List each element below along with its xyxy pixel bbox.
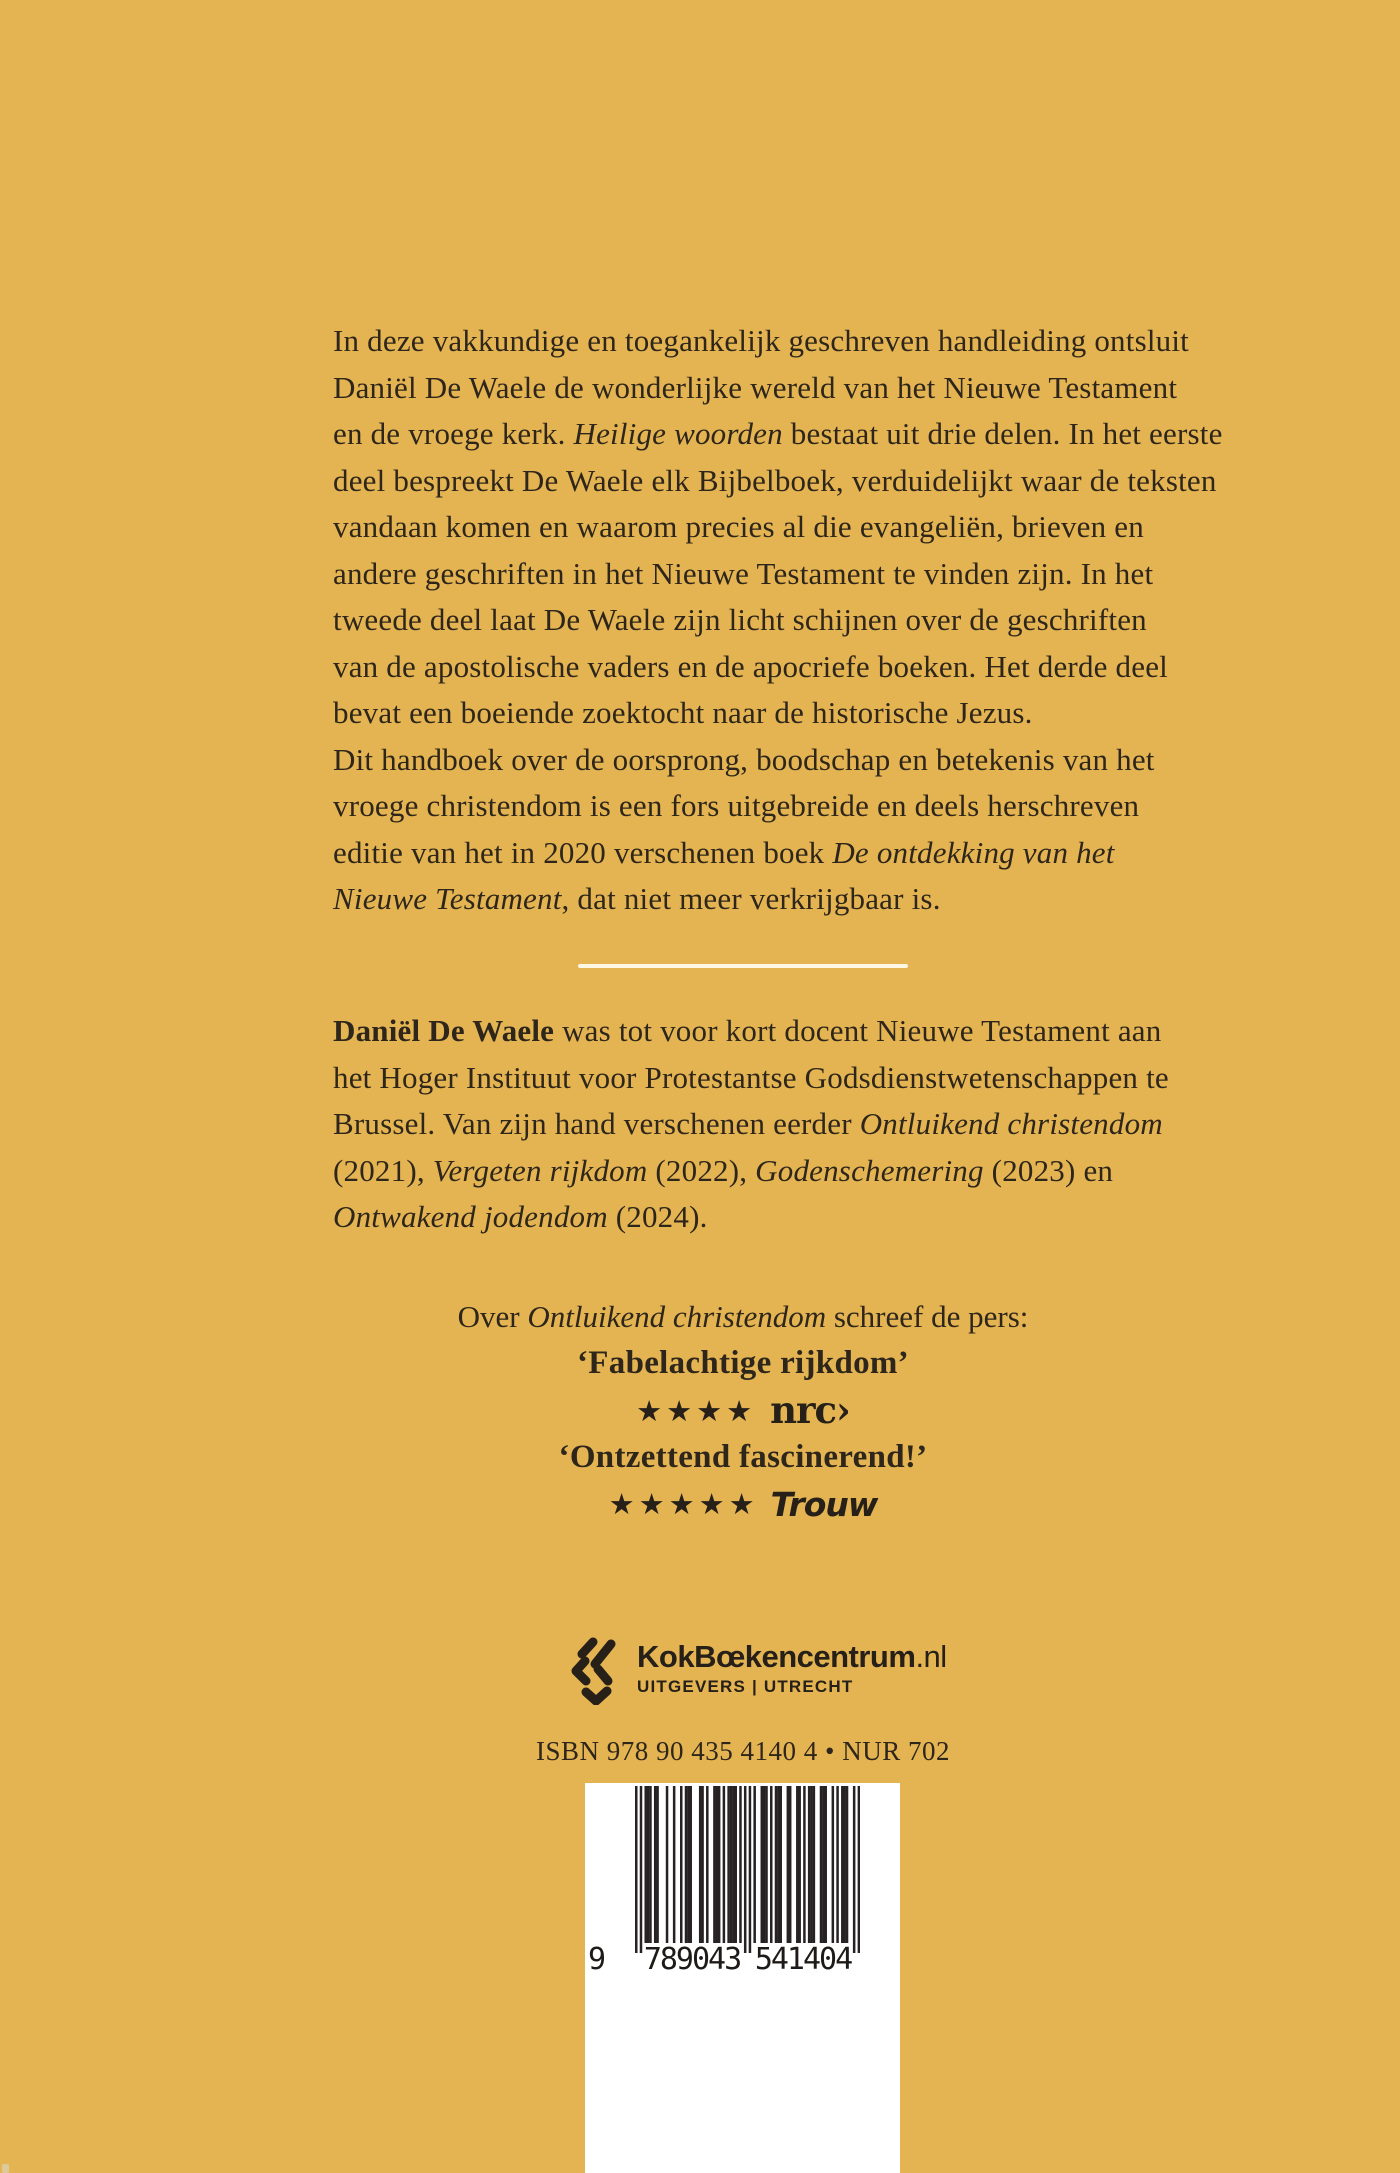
press-quotes-section	[333, 1293, 1153, 1528]
isbn-text: ISBN 978 90 435 4140 4 • NUR 702	[536, 1736, 950, 1766]
nrc-logo: nrc›	[770, 1388, 850, 1432]
barcode-panel	[585, 1783, 900, 2173]
press-rating-trouw	[333, 1481, 1153, 1528]
section-divider	[578, 964, 908, 968]
synopsis-paragraph: In deze vakkundige en toegankelijk geschreven handleiding ontsluit Daniël De Waele de wonderlijke wereld van het Nieuwe Testament en de vroege kerk. Heilige woorden bestaat uit drie delen. In het eerste deel bespreekt De Waele elk Bijbelboek, verduidelijkt waar de teksten vandaan komen en waarom precies al die evangeliën, brieven en andere geschriften in het Nieuwe Testament te vinden zijn. In het tweede deel laat De Waele zijn licht schijnen over de geschriften van de apostolische vaders en de apocriefe boeken. Het derde deel bevat een boeiende zoektocht naar de historische Jezus. Dit handboek over de oorsprong, boodschap en betekenis van het vroege christendom is een fors uitgebreide en deels herschreven editie van het in 2020 verschenen boek De ontdekking van het Nieuwe Testament, dat niet meer verkrijgbaar is.	[333, 323, 1223, 916]
asterisk-mark-icon	[571, 1635, 621, 1705]
star-rating-icon: ★★★★★	[608, 1487, 759, 1521]
press-quote-nrc: ‘Fabelachtige rijkdom’	[577, 1345, 909, 1381]
press-rating-nrc	[333, 1387, 1153, 1434]
publisher-name: KokBœkencentrum.nl	[637, 1639, 947, 1674]
barcode-number: 541404	[754, 1942, 852, 1977]
star-rating-icon: ★★★★	[636, 1394, 757, 1428]
press-intro-line: Over Ontluikend christendom schreef de pers:	[457, 1299, 1029, 1334]
ean-barcode-icon	[635, 1786, 860, 1953]
barcode-number: 9	[588, 1942, 605, 1977]
trouw-logo: Trouw	[770, 1485, 878, 1524]
publisher-logo-block	[571, 1633, 991, 1708]
press-quote-trouw: ‘Ontzettend fascinerend!’	[558, 1439, 928, 1475]
author-bio-paragraph: Daniël De Waele was tot voor kort docent Nieuwe Testament aan het Hoger Instituut voor Protestantse Godsdienstwetenschappen te Brussel. Van zijn hand verschenen eerder Ontluikend christendom (2021), Vergeten rijkdom (2022), Godenschemering (2023) en Ontwakend jodendom (2024).	[333, 1013, 1169, 1234]
publisher-tagline: UITGEVERS | UTRECHT	[637, 1677, 854, 1696]
page-edge-artifact	[2, 2164, 9, 2173]
barcode-number: 789043	[643, 1942, 741, 1977]
